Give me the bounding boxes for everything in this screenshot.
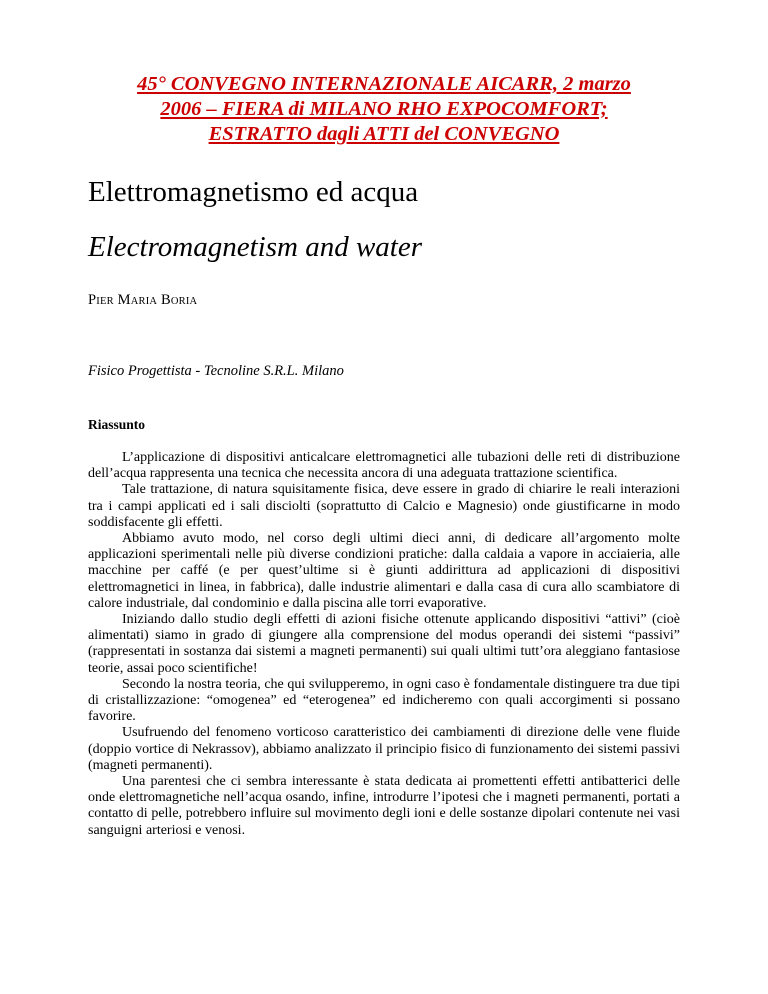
title-italian: Elettromagnetismo ed acqua <box>88 176 419 208</box>
abstract-paragraph: Iniziando dallo studio degli effetti di azioni fisiche ottenute applicando dispositivi “attivi” (cioè alimentati) siamo in grado di giungere alla comprensione del modus operandi dei sistemi “passivi” (rappresentati in sostanza dai sistemi a magneti permanenti) sui quali ultimi tutt’ora aleggiano fantasiose teorie, assai poco scientifiche! <box>88 612 680 676</box>
author-last-rest: ORIA <box>170 296 198 307</box>
title-english: Electromagnetism and water <box>88 231 422 263</box>
author-name <box>88 292 680 309</box>
abstract-paragraph: Usufruendo del fenomeno vorticoso caratteristico dei cambiamenti di direzione delle vene fluide (doppio vortice di Nekrassov), abbiamo analizzato il principio fisico di funzionamento dei sistemi passivi (magneti permanenti). <box>88 725 680 773</box>
abstract-paragraph: Abbiamo avuto modo, nel corso degli ultimi dieci anni, di dedicare all’argomento molte applicazioni sperimentali nelle più diverse condizioni pratiche: dalla caldaia a vapore in acciaieria, alle macchine per caffé (e per quest’ultime si è giunti addirittura ad applicazioni di dispositivi elettromagnetici in linea, in fabbrica), dalle industrie alimentari e dalla casa di cura allo scambiatore di calore industriale, dal condominio e dalla piscina alle torri evaporative. <box>88 531 680 611</box>
author-affiliation: Fisico Progettista - Tecnoline S.R.L. Milano <box>88 363 344 379</box>
author-middle-rest: ARIA <box>130 296 158 307</box>
banner-line-2: 2006 – FIERA di MILANO RHO EXPOCOMFORT; <box>160 98 608 120</box>
author-last-initial: B <box>161 292 171 308</box>
conference-banner <box>88 72 680 147</box>
abstract-paragraph: Una parentesi che ci sembra interessante è stata dedicata ai promettenti effetti antibatterici delle onde elettromagnetiche nell’acqua osando, infine, introdurre l’ipotesi che i magneti permanenti, portati a contatto di pelle, potrebbero influire sul movimento degli ioni e delle sostanze dipolari contenute nei vasi sanguigni arteriosi e venosi. <box>88 774 680 838</box>
author-middle-initial: M <box>117 292 131 308</box>
abstract-paragraph: Tale trattazione, di natura squisitamente fisica, deve essere in grado di chiarire le reali interazioni tra i campi applicati ed i sali disciolti (soprattutto di Calcio e Magnesio) onde giustificarne in modo soddisfacente gli effetti. <box>88 482 680 530</box>
document-page <box>88 72 680 839</box>
abstract-paragraph: L’applicazione di dispositivi anticalcare elettromagnetici alle tubazioni delle reti di distribuzione dell’acqua rappresenta una tecnica che necessita ancora di una adeguata trattazione scientifica. <box>88 450 680 482</box>
section-heading: Riassunto <box>88 417 146 432</box>
abstract-paragraph: Secondo la nostra teoria, che qui svilupperemo, in ogni caso è fondamentale distinguere tra due tipi di cristallizzazione: “omogenea” ed “eterogenea” ed indicheremo con quali accorgimenti si possano favorire. <box>88 676 680 725</box>
author-first-rest: IER <box>96 296 114 307</box>
banner-line-3: ESTRATTO dagli ATTI del CONVEGNO <box>208 123 560 145</box>
banner-line-1: 45° CONVEGNO INTERNAZIONALE AICARR, 2 marzo <box>137 73 631 95</box>
abstract-body <box>88 450 680 839</box>
author-first-initial: P <box>88 292 97 308</box>
